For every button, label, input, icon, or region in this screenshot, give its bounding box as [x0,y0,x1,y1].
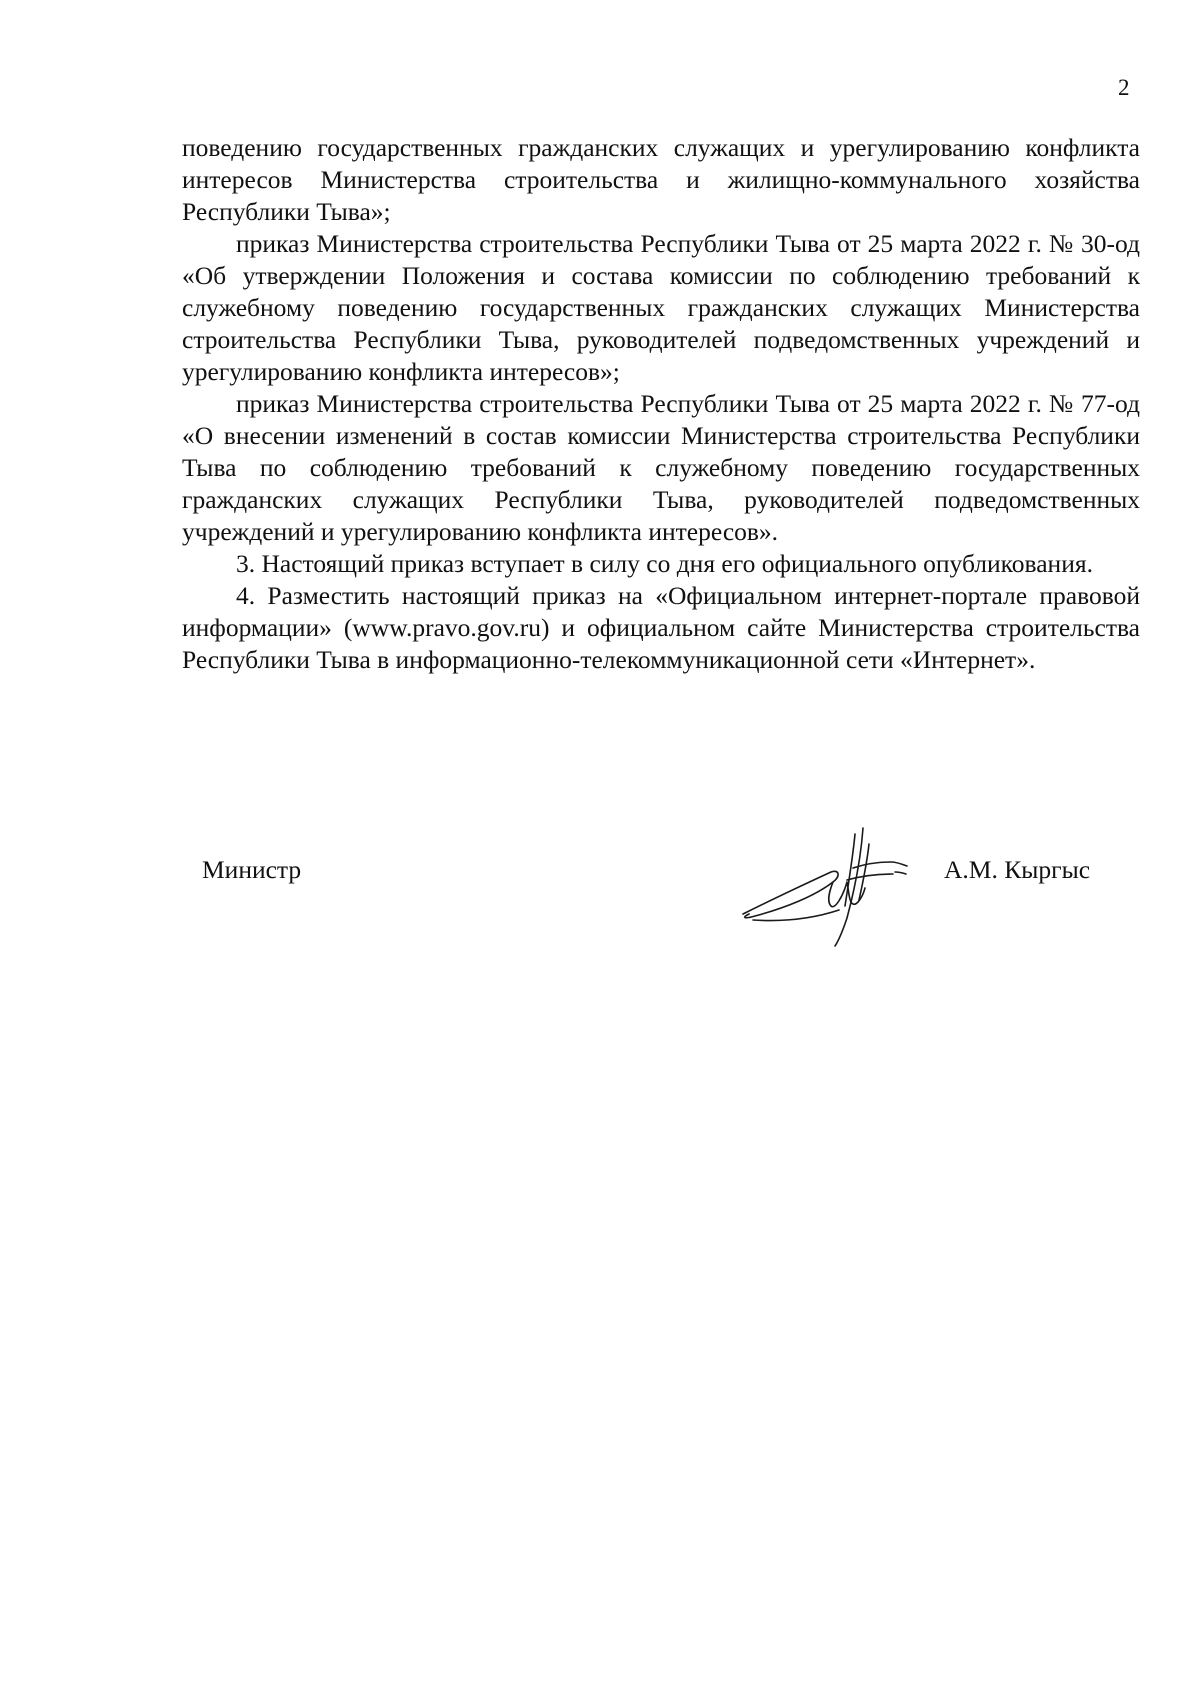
paragraph-order-77: приказ Министерства строительства Республики Тыва от 25 марта 2022 г. № 77-од «О внесении изменений в состав комиссии Министерства строительства Республики Тыва по соблюдению требований к служебному поведению государственных гражданских служащих Республики Тыва, руководителей подведомственных учреждений и урегулированию конфликта интересов». [182,389,1140,546]
paragraph-item-3: 3. Настоящий приказ вступает в силу со дня его официального опубликования. [236,549,1093,578]
paragraph-continuation: поведению государственных гражданских служащих и урегулированию конфликта интересов Министерства строительства и жилищно-коммунального хозяйства Республики Тыва»; [182,133,1140,226]
handwritten-signature [735,826,925,951]
signer-title: Министр [202,855,302,884]
page-number: 2 [1118,75,1130,100]
paragraph-order-30: приказ Министерства строительства Республики Тыва от 25 марта 2022 г. № 30-од «Об утверждении Положения и состава комиссии по соблюдению требований к служебному поведению государственных гражданских служащих Министерства строительства Республики Тыва, руководителей подведомственных учреждений и урегулированию конфликта интересов»; [182,229,1140,386]
signature-block [0,826,1200,956]
paragraph-item-4: 4. Разместить настоящий приказ на «Официальном интернет-портале правовой информации» (www.pravo.gov.ru) и официальном сайте Министерства строительства Республики Тыва в информационно-телекоммуникационной сети «Интернет». [182,581,1140,674]
document-body [182,132,1140,676]
signer-name: А.М. Кыргыс [944,855,1091,884]
